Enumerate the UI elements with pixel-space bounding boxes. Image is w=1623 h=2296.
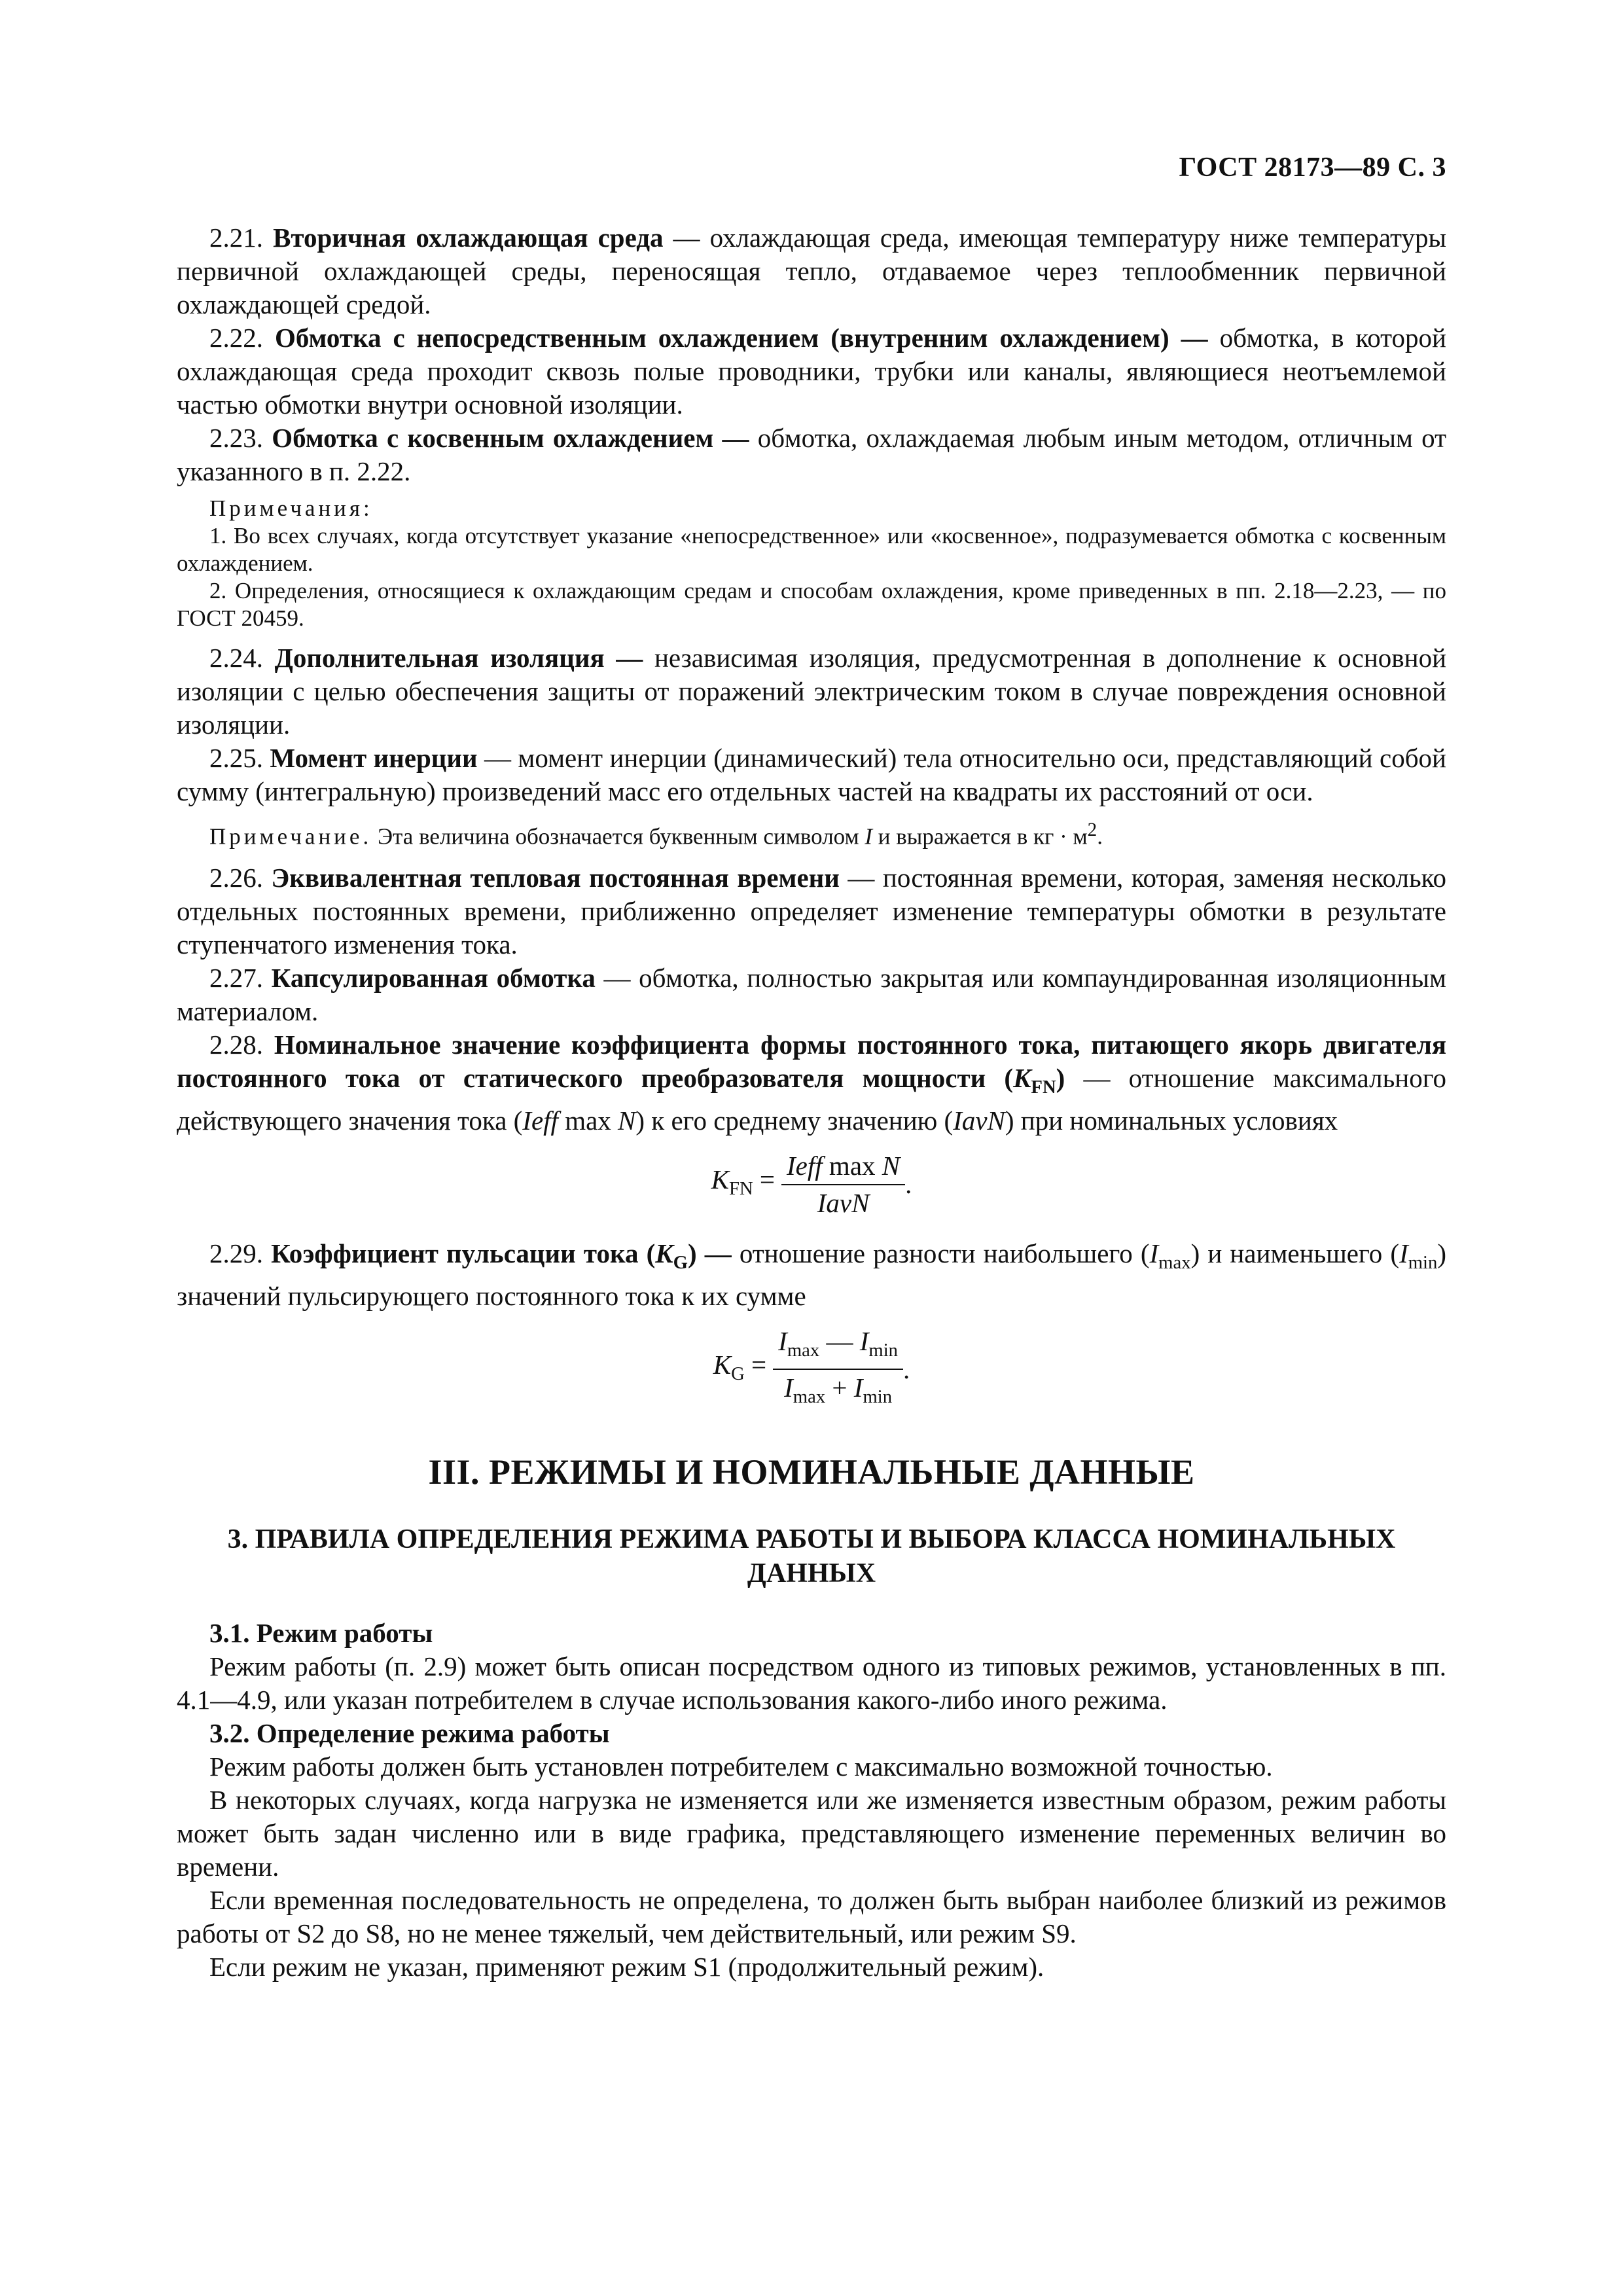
clause-2-23 bbox=[177, 422, 1446, 488]
clause-number: 2.24. bbox=[209, 643, 263, 673]
clause-term: Вторичная охлаждающая среда bbox=[273, 223, 664, 253]
clause-term: Дополнительная изоляция — bbox=[274, 643, 643, 673]
clause-3-2-text-c: Если временная последовательность не определена, то должен быть выбран наиболее близкий из режимов работы от S2 до S8, но не менее тяжелый, чем действительный, или режим S9. bbox=[177, 1885, 1446, 1949]
clause-term: Капсулированная обмотка bbox=[271, 962, 596, 993]
clause-number: 2.29. bbox=[209, 1238, 263, 1268]
heading-3-2: 3.2. Определение режима работы bbox=[209, 1718, 610, 1749]
clause-number: 2.21. bbox=[209, 223, 263, 253]
clause-term: Момент инерции bbox=[270, 743, 478, 773]
clause-text: независимая изоляция, предусмотренная в дополнение к основной изоляции с целью обеспечения защиты от поражений электрическим током в случае повреждения основной изоляции. bbox=[177, 643, 1447, 740]
clause-2-26 bbox=[177, 861, 1446, 961]
clause-2-28: 2.28. Номинальное значение коэффициента формы постоянного тока, питающего якорь двигателя постоянного тока от статического преобразователя мощности $(K_{FN})$ — отношение максимального действующего значения тока (Ieff max N) к его среднему значению (IavN) при номинальных условиях bbox=[177, 1029, 1447, 1136]
page-header: ГОСТ 28173—89 С. 3 bbox=[1179, 152, 1446, 183]
formula-denominator: $I_{max} + I_{min}$ bbox=[784, 1372, 893, 1408]
clause-2-24 bbox=[177, 641, 1446, 742]
heading-3-1: 3.1. Режим работы bbox=[209, 1618, 433, 1649]
section-title: III. РЕЖИМЫ И НОМИНАЛЬНЫЕ ДАННЫЕ bbox=[428, 1452, 1195, 1492]
note-item-1: 1. Во всех случаях, когда отсутствует указание «непосредственное» или «косвенное», подразумевается обмотка с косвенным охлаждением. bbox=[177, 523, 1446, 576]
note-item-2: 2. Определения, относящиеся к охлаждающим средам и способам охлаждения, кроме приведенных в пп. 2.18—2.23, — по ГОСТ 20459. bbox=[177, 578, 1446, 631]
clause-text: — постоянная времени, которая, заменяя несколько отдельных постоянных времени, приближенно определяет изменение температуры обмотки в результате ступенчатого изменения тока. bbox=[177, 862, 1447, 960]
clause-number: 2.23. bbox=[209, 423, 263, 453]
clause-text: обмотка, в которой охлаждающая среда проходит сквозь полые проводники, трубки или каналы, являющиеся неотъемлемой частью обмотки внутри основной изоляции. bbox=[177, 323, 1446, 420]
clause-3-2-text-d: Если режим не указан, применяют режим S1 (продолжительный режим). bbox=[209, 1952, 1044, 1982]
clause-3-1-text: Режим работы (п. 2.9) может быть описан посредством одного из типовых режимов, установленных в пп. 4.1—4.9, или указан потребителем в случае использования какого-либо иного режима. bbox=[177, 1651, 1446, 1715]
clause-number: 2.25. bbox=[209, 743, 263, 773]
clause-term: Обмотка с непосредственным охлаждением (внутренним охлаждением) — bbox=[274, 323, 1208, 353]
document-body bbox=[177, 221, 1446, 1984]
formula-fraction bbox=[773, 1325, 903, 1414]
clause-2-25 bbox=[177, 742, 1446, 808]
clause-2-21 bbox=[177, 221, 1446, 321]
clause-3-2-text-b: В некоторых случаях, когда нагрузка не изменяется или же изменяется известным образом, режим работы может быть задан численно или в виде графика, представляющего изменение переменных величин во времени. bbox=[177, 1785, 1446, 1882]
notes-label: Примечания: bbox=[209, 495, 373, 521]
formula-numerator: $I_{max}$ — $I_{min}$ bbox=[773, 1325, 903, 1370]
clause-3-2-text-a: Режим работы должен быть установлен потребителем с максимально возможной точностью. bbox=[209, 1751, 1273, 1782]
formula-denominator: IavN bbox=[817, 1187, 870, 1218]
subsection-title: 3. ПРАВИЛА ОПРЕДЕЛЕНИЯ РЕЖИМА РАБОТЫ И ВЫБОРА КЛАССА НОМИНАЛЬНЫХ ДАННЫХ bbox=[227, 1524, 1396, 1589]
formula-kfn: $K_{FN}$ = $\frac{\text{Ieff max N}}{\text{IavN}}$ . bbox=[177, 1149, 1446, 1220]
clause-term: Обмотка с косвенным охлаждением — bbox=[272, 423, 749, 453]
clause-text: — момент инерции (динамический) тела относительно оси, представляющий собой сумму (интегральную) произведений масс его отдельных частей на квадраты их расстояний от оси. bbox=[177, 743, 1446, 806]
formula-fraction bbox=[781, 1149, 905, 1220]
clause-number: 2.28. bbox=[209, 1029, 263, 1060]
formula-lhs: $K_{FN}$ = bbox=[711, 1164, 776, 1200]
notes-block bbox=[177, 495, 1446, 632]
clause-term: Номинальное значение коэффициента формы постоянного тока, питающего якорь двигателя постоянного тока от статического преобразователя мощности $(K_{FN})$ bbox=[177, 1029, 1447, 1098]
formula-kg: $K_G$ = $\frac{I_{max} — I_{min}}{I_{max} + I_{min}}$ . bbox=[177, 1325, 1446, 1414]
clause-number: 2.27. bbox=[209, 962, 263, 993]
clause-text: обмотка, охлаждаемая любым иным методом, отличным от указанного в п. 2.22. bbox=[177, 423, 1447, 486]
note-inertia: Примечание. Эта величина обозначается буквенным символом I и выражается в кг · $м^2$. bbox=[209, 819, 1103, 850]
clause-term: Эквивалентная тепловая постоянная времени bbox=[271, 862, 840, 893]
clause-text: — охлаждающая среда, имеющая температуру ниже температуры первичной охлаждающей среды, переносящая тепло, отдаваемое через теплообменник первичной охлаждающей средой. bbox=[177, 223, 1446, 319]
formula-lhs: $K_G$ = bbox=[713, 1349, 767, 1384]
formula-numerator: Ieff max N bbox=[781, 1149, 905, 1185]
clause-2-22 bbox=[177, 321, 1446, 422]
clause-number: 2.26. bbox=[209, 862, 263, 893]
clause-term: Коэффициент пульсации тока $(K_G)$ — bbox=[271, 1238, 732, 1274]
clause-2-27 bbox=[177, 961, 1446, 1028]
clause-text: — обмотка, полностью закрытая или компаундированная изоляционным материалом. bbox=[177, 962, 1446, 1026]
clause-number: 2.22. bbox=[209, 323, 263, 353]
clause-2-29: 2.29. Коэффициент пульсации тока $(K_G)$ — отношение разности наибольшего $(I_{max})$ и наименьшего $(I_{min})$ значений пульсирующего постоянного тока к их сумме bbox=[177, 1238, 1447, 1312]
